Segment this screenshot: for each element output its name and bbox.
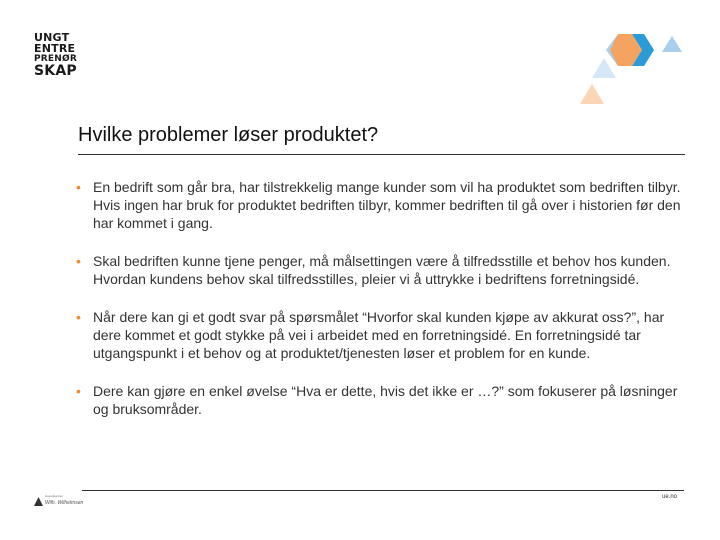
title-divider (78, 154, 685, 155)
bullet-text: Dere kan gjøre en enkel øvelse “Hva er dette, hvis det ikke er …?” som fokuserer på løsninger og bruksområder. (93, 383, 678, 417)
logo-line-2: ENTRE (34, 42, 76, 55)
sponsor-caption: Hovedpartner (45, 494, 64, 498)
footer-divider (82, 490, 684, 491)
bullet-text: Skal bedriften kunne tjene penger, må målsettingen være å tilfredsstille et behov hos kunden. Hvordan kundens behov skal tilfredsstilles, pleier vi å uttrykke i bedriftens forretningsidé. (93, 253, 671, 287)
bullet-marker: • (76, 309, 81, 325)
bullet-text: En bedrift som går bra, har tilstrekkelig mange kunder som vil ha produktet som bedriften tilbyr. Hvis ingen har bruk for produktet bedriften tilbyr, kommer bedriften til gå over i historien før den har kommet i gang. (93, 179, 681, 231)
logo-line-1: UNGT (34, 31, 70, 44)
bullet-item (74, 252, 684, 288)
bullet-item (74, 308, 684, 362)
bullet-list (74, 178, 684, 438)
sponsor-triangle-icon (34, 497, 43, 506)
slide-title: Hvilke problemer løser produktet? (78, 124, 379, 146)
pale-triangle-shape (592, 58, 616, 78)
light-blue-triangle-shape (662, 36, 682, 52)
bullet-text: Når dere kan gi et godt svar på spørsmålet “Hvorfor skal kunden kjøpe av akkurat oss?”, har dere kommet et godt stykke på vei i arbeidet med en forretningsidé. En forretningsidé tar utgangspunkt i et behov og at produktet/tjenesten løser et problem for en kunde. (93, 309, 665, 361)
peach-triangle-shape (580, 84, 604, 104)
sponsor-name: Wilh. Wilhelmsen (45, 500, 84, 506)
logo-line-3: PRENØR (34, 54, 77, 64)
bullet-marker: • (76, 253, 81, 269)
ue-logo (34, 32, 77, 78)
logo-line-4: SKAP (34, 63, 77, 79)
decorative-shapes (580, 30, 690, 108)
bullet-item (74, 382, 684, 418)
footer-url: ue.no (662, 494, 678, 500)
bullet-item (74, 178, 684, 232)
bullet-marker: • (76, 179, 81, 195)
bullet-marker: • (76, 383, 81, 399)
sponsor-logo (34, 494, 94, 510)
